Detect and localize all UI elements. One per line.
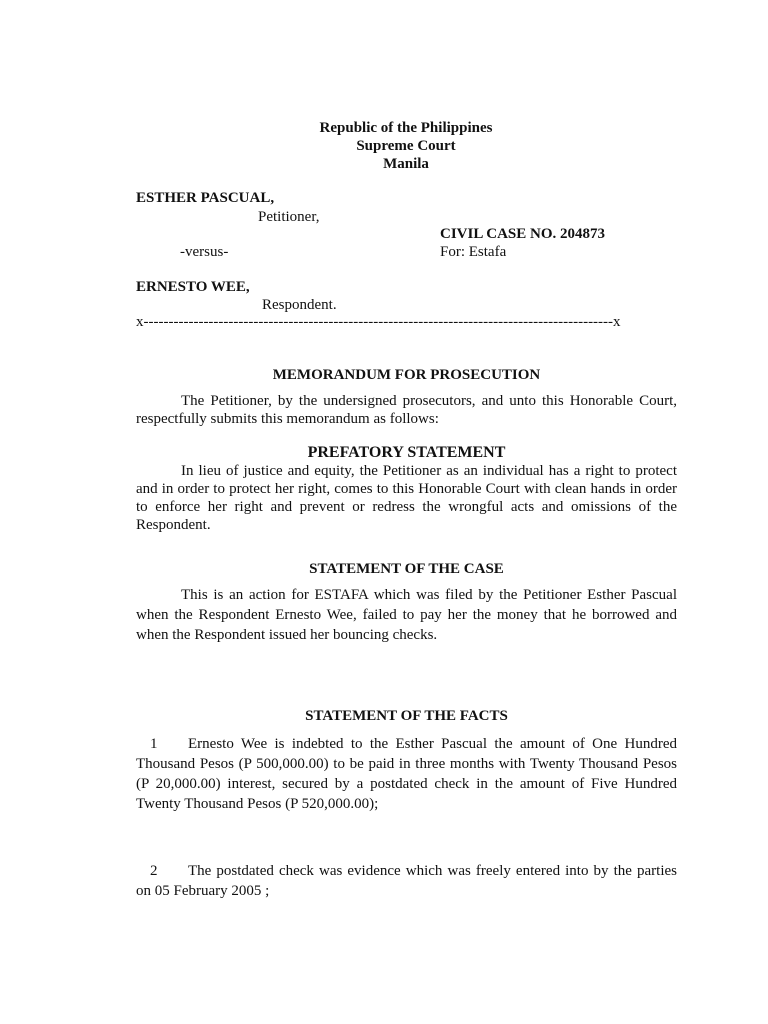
petitioner-role: Petitioner, — [258, 209, 320, 225]
memorandum-title: MEMORANDUM FOR PROSECUTION — [272, 367, 541, 383]
header-court: Supreme Court — [356, 138, 456, 154]
facts-heading: STATEMENT OF THE FACTS — [305, 708, 508, 724]
fact-number: 2 — [150, 863, 158, 879]
respondent-name: ERNESTO WEE, — [136, 279, 250, 295]
case-nature: For: Estafa — [440, 244, 507, 260]
header-republic: Republic of the Philippines — [319, 120, 493, 136]
respondent-role: Respondent. — [262, 297, 337, 313]
case-number: CIVIL CASE NO. 204873 — [440, 226, 606, 242]
petitioner-name: ESTHER PASCUAL, — [136, 190, 275, 206]
fact-number: 1 — [150, 736, 158, 752]
memorandum-intro: The Petitioner, by the undersigned prosecutors, and unto this Honorable Court, respectfully submits this memorandum as follows: — [136, 393, 677, 427]
fact-text: Ernesto Wee is indebted to the Esther Pascual the amount of One Hundred Thousand Pesos (P 500,000.00) to be paid in three months with Twenty Thousand Pesos (P 20,000.00) interest, secured by a postdated check in the amount of Five Hundred Twenty Thousand Pesos (P 520,000.00); — [136, 736, 677, 812]
case-heading: STATEMENT OF THE CASE — [309, 561, 504, 577]
header-city: Manila — [383, 156, 429, 172]
case-text: This is an action for ESTAFA which was filed by the Petitioner Esther Pascual when the Respondent Ernesto Wee, failed to pay her the money that he borrowed and when the Respondent issued her bouncing checks. — [136, 587, 677, 643]
prefatory-heading: PREFATORY STATEMENT — [307, 444, 506, 461]
caption-divider: x----------------------------------------------------------------------------------------------x — [136, 314, 621, 330]
fact-item-1 — [136, 734, 677, 814]
prefatory-text: In lieu of justice and equity, the Petitioner as an individual has a right to protect and in order to protect her right, comes to this Honorable Court with clean hands in order to enforce her right and prevent or redress the wrongful acts and omissions of the Respondent. — [136, 463, 677, 533]
fact-item-2 — [136, 861, 677, 901]
versus-label: -versus- — [180, 244, 229, 260]
fact-text: The postdated check was evidence which was freely entered into by the parties on 05 February 2005 ; — [136, 863, 677, 899]
